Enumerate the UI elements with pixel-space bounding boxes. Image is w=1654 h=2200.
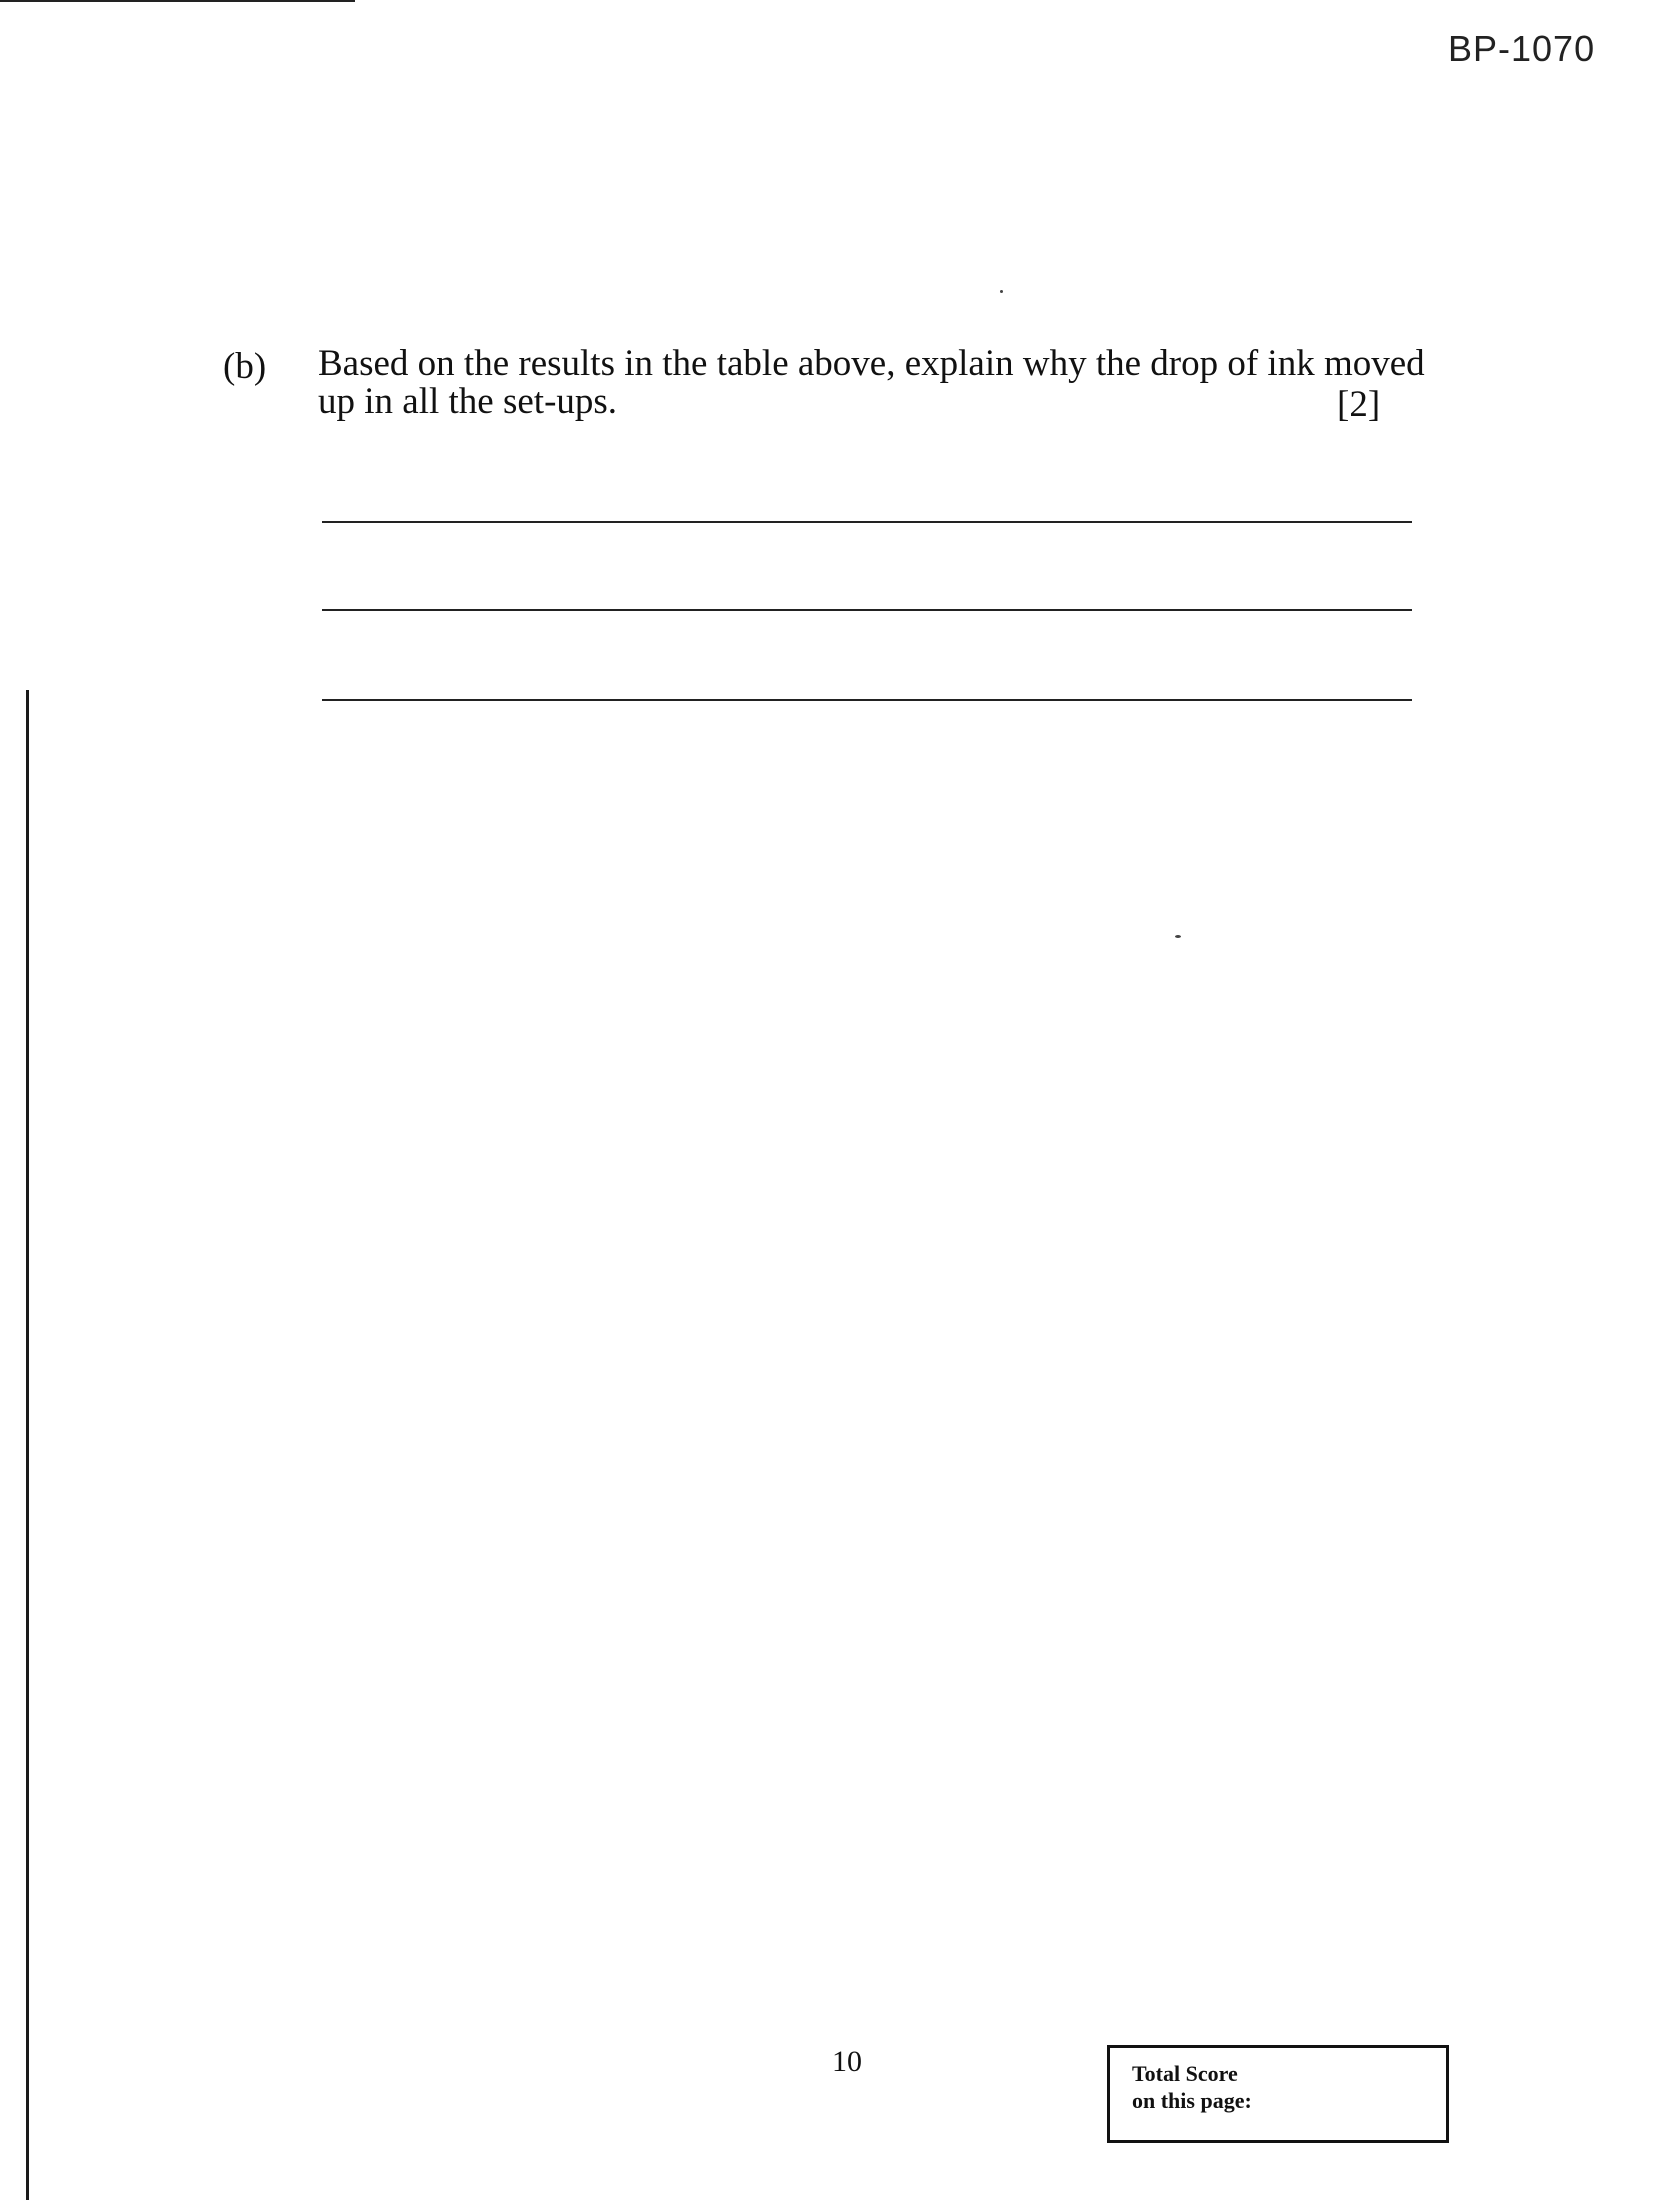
scan-left-edge <box>26 690 29 2200</box>
scan-speck <box>1000 290 1003 293</box>
scan-top-rule <box>0 0 355 2</box>
page-number: 10 <box>832 2045 862 2078</box>
scan-speck <box>1175 935 1181 938</box>
answer-line[interactable] <box>322 699 1412 701</box>
score-box-label-line2: on this page: <box>1132 2088 1252 2113</box>
question-marks: [2] <box>1337 384 1381 425</box>
answer-line[interactable] <box>322 521 1412 523</box>
score-box-label-line1: Total Score <box>1132 2061 1238 2086</box>
total-score-box[interactable] <box>1107 2045 1449 2143</box>
question-label: (b) <box>223 346 267 387</box>
document-code: BP-1070 <box>1448 28 1596 69</box>
answer-line[interactable] <box>322 609 1412 611</box>
question-text: Based on the results in the table above, explain why the drop of ink moved up in all the set-ups. <box>318 343 1425 422</box>
